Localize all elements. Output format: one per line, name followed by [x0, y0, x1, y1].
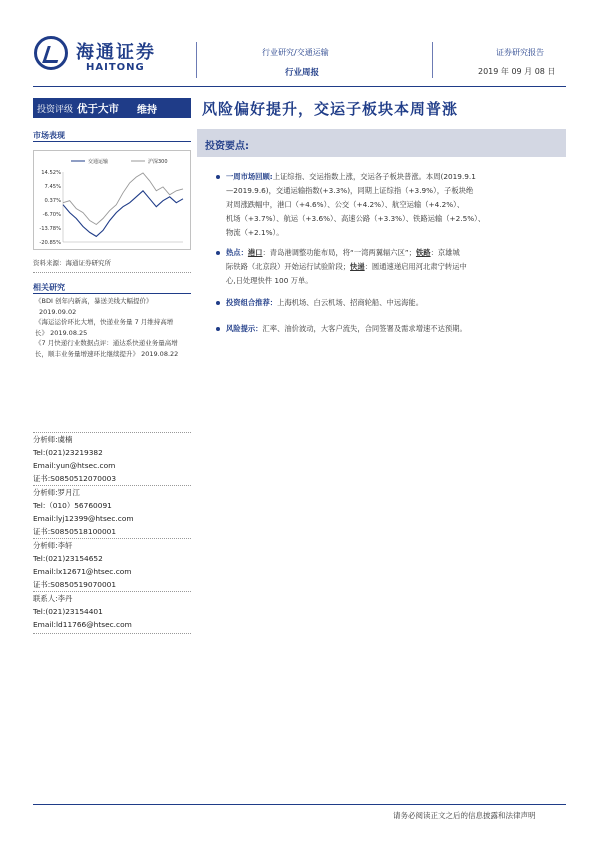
legend-label: 交通运输 [88, 159, 109, 165]
header-divider [196, 42, 197, 78]
series-line [63, 191, 183, 237]
analyst-email[interactable]: Email:lyj12399@htsec.com [33, 514, 134, 523]
analyst-tel: Tel:(021)23154652 [33, 554, 103, 563]
section-rule [33, 141, 191, 142]
related-title: 《BDI 创年内新高，暴送美线大幅提价》 [35, 297, 153, 305]
header-divider [432, 42, 433, 78]
related-title: 《海运运价环比大增，快递业务量 7 月维持高增长》 [35, 318, 174, 337]
report-type: 行业周报 [285, 68, 320, 78]
contact-tel: Tel:(021)23154401 [33, 607, 103, 616]
market-chart [33, 150, 191, 250]
related-list [35, 296, 185, 359]
logo-text-cn: 海通证券 [76, 42, 156, 63]
contact-email[interactable]: Email:ld11766@htsec.com [33, 620, 132, 629]
keyword-port: 港口 [247, 248, 263, 257]
keyword-express: 快递 [350, 262, 365, 271]
bullet-hotspots [226, 246, 566, 288]
bullet-text: ：京雄城 [430, 248, 460, 257]
rating-value: 优于大市 [77, 102, 120, 115]
key-points-bar [197, 129, 566, 157]
analyst-cert: 证书:S0850518100001 [33, 527, 117, 536]
bullet-text: 际铁路（北京段）开始运行试验阶段； [226, 262, 351, 271]
y-tick-label: -13.78% [39, 226, 61, 233]
y-tick-label: 7.45% [44, 183, 61, 190]
bullet-label: 热点： [226, 248, 248, 257]
bullet-risk [226, 322, 566, 336]
company-logo [34, 36, 194, 82]
y-tick-label: -6.70% [42, 211, 61, 218]
related-heading: 相关研究 [33, 283, 65, 292]
related-item[interactable] [35, 317, 185, 338]
bullet-text: —2019.9.6)，交通运输指数(+3.3%)，同期上证综指（+3.9%），子板块绝 [226, 186, 474, 195]
section-rule [33, 293, 191, 294]
logo-mark-icon [34, 36, 68, 70]
analyst-email[interactable]: Email:yun@htsec.com [33, 461, 116, 470]
bullet-text: 物流（+2.1%）。 [226, 228, 284, 237]
related-date: 2019.08.25 [50, 328, 88, 337]
bullet-dot-icon [216, 301, 220, 305]
y-tick-label: -20.85% [39, 240, 61, 246]
rating-action: 维持 [137, 104, 158, 116]
divider [33, 633, 191, 634]
analyst-name: 分析师:罗月江 [33, 488, 80, 497]
report-class: 证券研究报告 [496, 48, 544, 57]
related-date: 2019.09.02 [39, 307, 77, 316]
market-chart-svg [33, 150, 191, 250]
bullet-dot-icon [216, 175, 220, 179]
analyst-cert: 证书:S0850512070003 [33, 474, 117, 483]
bullet-dot-icon [216, 327, 220, 331]
bullet-portfolio [226, 296, 566, 310]
header-rule [33, 86, 566, 87]
divider [33, 272, 191, 273]
bullet-text: 汇率、油价波动，大客户流失，合同签署及需求增速不达预期。 [262, 324, 467, 333]
related-item[interactable] [35, 296, 185, 307]
logo-text-en: HAITONG [86, 62, 145, 73]
bullet-label: 一周市场回顾: [226, 172, 273, 181]
analyst-tel: Tel:(021)23219382 [33, 448, 103, 457]
bullet-text: 上证综指、交运指数上涨，交运各子板块普涨。本周(2019.9.1 [272, 172, 476, 181]
footer-disclaimer[interactable]: 请务必阅读正文之后的信息披露和法律声明 [393, 811, 536, 820]
bullet-text: 心,日处理快件 100 万单。 [226, 276, 313, 285]
keyword-railway: 铁路 [415, 248, 431, 257]
analyst-email[interactable]: Email:lx12671@htsec.com [33, 567, 132, 576]
related-item[interactable] [35, 338, 185, 359]
bullet-label: 风险提示： [226, 324, 263, 333]
bullet-text: 对周涨跌幅中，港口（+4.6%）、公交（+4.2%）、航空运输（+4.2%）、 [226, 200, 465, 209]
report-category: 行业研究/交通运输 [262, 48, 329, 57]
bullet-text: 机场（+3.7%）、航运（+3.6%）、高速公路（+3.3%）、铁路运输（+2.5%）、 [226, 214, 486, 223]
report-date: 2019 年 09 月 08 日 [478, 67, 556, 76]
y-tick-label: 14.52% [41, 170, 61, 176]
analyst-name: 分析师:李轩 [33, 541, 73, 550]
analyst-tel: Tel:（010）56760091 [33, 501, 112, 510]
analyst-cert: 证书:S0850519070001 [33, 580, 117, 589]
rating-label: 投资评级 [37, 104, 74, 115]
contact-name: 联系人:李丹 [33, 594, 73, 603]
footer-rule [33, 804, 566, 805]
bullet-dot-icon [216, 251, 220, 255]
series-line [63, 173, 183, 225]
report-title: 风险偏好提升，交运子板块本周普涨 [202, 100, 459, 118]
analyst-name: 分析师:虞楠 [33, 435, 73, 444]
bullet-text: ：圆通速递启用河北肃宁转运中 [364, 262, 467, 271]
market-heading: 市场表现 [33, 131, 65, 140]
related-date: 2019.08.22 [141, 349, 179, 358]
bullet-text: 上海机场、白云机场、招商轮船、中远海能。 [277, 298, 424, 307]
y-tick-label: 0.37% [44, 198, 61, 205]
bullet-label: 投资组合推荐： [226, 298, 278, 307]
legend-label: 沪深300 [148, 159, 168, 165]
related-title: 《7 月快递行业数据点评：通达系快递业务量高增长，顺丰业务量增速环比继续提升》 [35, 339, 178, 358]
key-points-heading: 投资要点: [205, 141, 249, 152]
analyst-contacts [33, 432, 191, 634]
investment-rating [33, 98, 191, 118]
chart-source: 资料来源：海通证券研究所 [33, 259, 111, 267]
bullet-text: ：青岛港调整功能布局，将“一湾两翼辐六区”； [262, 248, 416, 257]
bullet-market-review [226, 170, 566, 240]
